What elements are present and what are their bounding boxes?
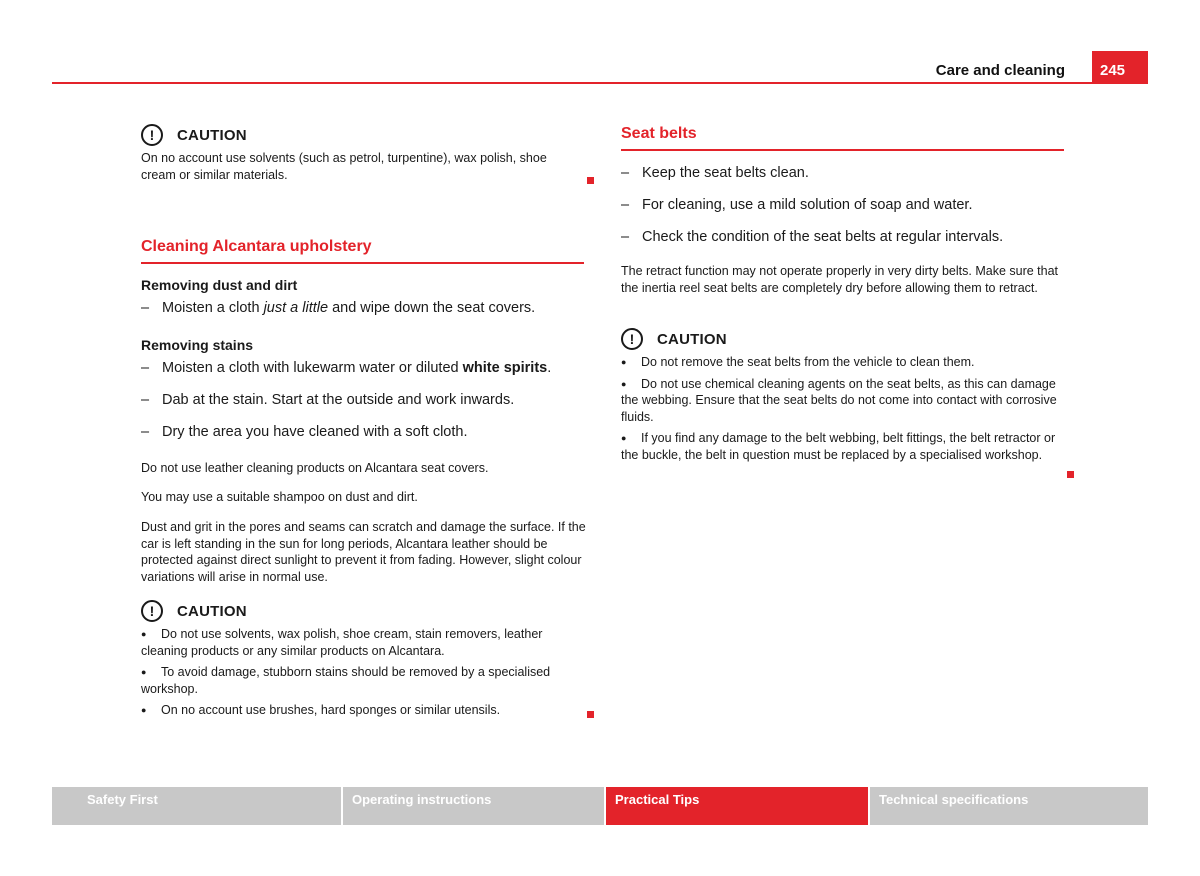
dash-bullet: – (141, 424, 150, 440)
list-item (621, 196, 1061, 215)
caution-box-solvents (141, 124, 591, 183)
tab-technical-specifications[interactable]: Technical specifications (870, 787, 1148, 825)
list-item (141, 299, 591, 318)
bullet-dot-icon: ● (621, 357, 627, 367)
section-end-marker (587, 177, 594, 184)
list-item (621, 228, 1061, 247)
caution-label: CAUTION (657, 330, 727, 348)
exclamation-circle-icon: ! (621, 328, 643, 350)
bullet-item: ● On no account use brushes, hard sponges or similar utensils. (141, 703, 501, 717)
sub-heading-stains: Removing stains (141, 337, 254, 353)
alcantara-stains (141, 337, 591, 455)
alcantara-section (141, 238, 584, 264)
list-item (621, 164, 1061, 183)
tab-operating-instructions[interactable]: Operating instructions (343, 787, 604, 825)
seatbelts-section (621, 125, 1064, 151)
list-item-text: For cleaning, use a mild solution of soap and water. (642, 197, 973, 213)
list-item (141, 359, 591, 378)
list-item (141, 423, 591, 442)
alcantara-dust (141, 277, 591, 331)
list-item-text: Check the condition of the seat belts at regular intervals. (642, 229, 1004, 245)
list-item-text: Dab at the stain. Start at the outside and work inwards. (162, 392, 515, 408)
bullet-dot-icon: ● (141, 629, 147, 639)
dash-bullet: – (621, 229, 630, 245)
section-title-seatbelts: Seat belts (621, 125, 1064, 151)
seatbelts-list (621, 164, 1061, 260)
header-title: Care and cleaning (935, 62, 1065, 79)
bullet-item: ● Do not use chemical cleaning agents on the seat belts, as this can damage the webbing. Ensure that the seat belts do not come into contact with corrosive fluids. (621, 376, 1057, 424)
dash-bullet: – (141, 392, 150, 408)
dash-bullet: – (141, 360, 150, 376)
bullet-dot-icon: ● (621, 378, 627, 389)
paragraph: You may use a suitable shampoo on dust and dirt. (141, 490, 418, 504)
bullet-item: ● Do not remove the seat belts from the vehicle to clean them. (621, 355, 975, 369)
list-item-text: Moisten a cloth with lukewarm water or diluted white spirits. (162, 360, 552, 376)
section-end-marker (1067, 471, 1074, 478)
exclamation-circle-icon: ! (141, 124, 163, 146)
tab-practical-tips[interactable]: Practical Tips (606, 787, 868, 825)
header-rule (52, 82, 1148, 84)
sub-heading-dust: Removing dust and dirt (141, 277, 298, 293)
exclamation-circle-icon: ! (141, 600, 163, 622)
list-item-text: Dry the area you have cleaned with a soft cloth. (162, 424, 468, 440)
bullet-dot-icon: ● (141, 705, 147, 715)
caution-label: CAUTION (177, 126, 247, 144)
dash-bullet: – (621, 165, 630, 181)
bullet-item: ● If you find any damage to the belt webbing, belt fittings, the belt retractor or the buckle, the belt in question must be replaced by a specialised workshop. (621, 431, 1056, 462)
list-item-text: Keep the seat belts clean. (642, 165, 809, 181)
caution-heading (141, 600, 591, 622)
caution-box-alcantara (141, 600, 591, 724)
caution-box-seatbelts (621, 328, 1061, 468)
dash-bullet: – (141, 300, 150, 316)
bullet-dot-icon: ● (621, 433, 627, 443)
tab-safety-first[interactable]: Safety First (52, 787, 341, 825)
paragraph: Do not use leather cleaning products on Alcantara seat covers. (141, 461, 489, 475)
bullet-item: ● Do not use solvents, wax polish, shoe cream, stain removers, leather cleaning products or any similar products on Alcantara. (141, 627, 543, 658)
caution-heading (141, 124, 591, 146)
page-number-badge (1092, 51, 1148, 84)
dash-bullet: – (621, 197, 630, 213)
caution-text: On no account use solvents (such as petrol, turpentine), wax polish, shoe cream or similar materials. (141, 151, 547, 182)
bullet-dot-icon: ● (141, 667, 147, 677)
list-item-text: Moisten a cloth just a little and wipe down the seat covers. (162, 300, 536, 316)
section-title-alcantara: Cleaning Alcantara upholstery (141, 238, 584, 264)
paragraph: The retract function may not operate properly in very dirty belts. Make sure that the inertia reel seat belts are completely dry before allowing them to retract. (621, 264, 1059, 295)
section-end-marker (587, 711, 594, 718)
list-item (141, 391, 591, 410)
caution-label: CAUTION (177, 602, 247, 620)
bullet-item: ● To avoid damage, stubborn stains should be removed by a specialised workshop. (141, 665, 551, 696)
paragraph: Dust and grit in the pores and seams can scratch and damage the surface. If the car is left standing in the sun for long periods, Alcantara leather should be protected against direct sunlight to prevent it from fading. However, slight colour variations will arise in normal use. (141, 520, 586, 584)
caution-heading (621, 328, 1061, 350)
page-number: 245 (1100, 62, 1126, 79)
